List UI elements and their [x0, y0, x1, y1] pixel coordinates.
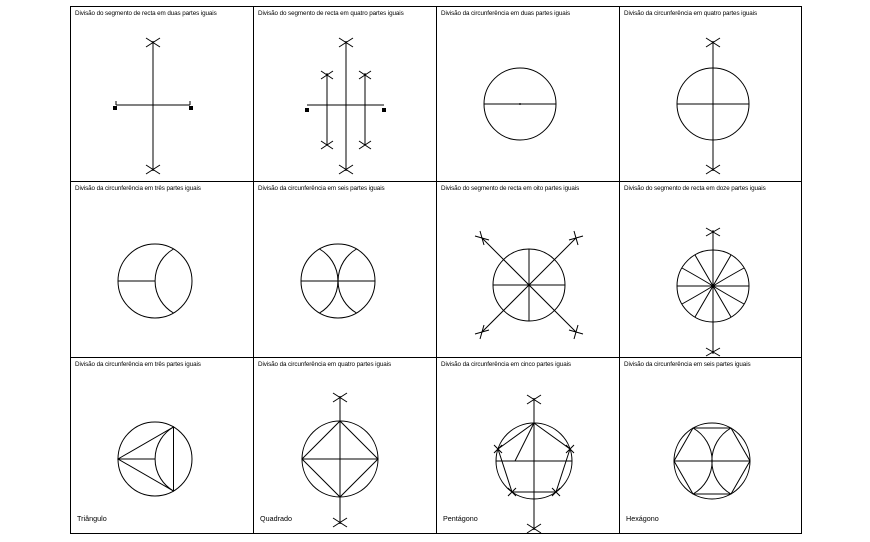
cell-circle-six-parts	[253, 181, 437, 358]
cell-title: Divisão da circunferência em quatro partes iguais	[624, 10, 758, 17]
cell-title: Divisão da circunferência em quatro partes iguais	[258, 361, 392, 368]
segment-bisection-figure	[71, 7, 255, 183]
square-construction-figure	[254, 358, 438, 535]
hexagon-construction-figure	[620, 358, 803, 535]
cell-title: Divisão da circunferência em duas partes iguais	[441, 10, 571, 17]
cell-caption: Triângulo	[77, 514, 107, 523]
cell-title: Divisão da circunferência em seis partes iguais	[258, 185, 385, 192]
cell-title: Divisão do segmento de recta em duas partes iguais	[75, 10, 217, 17]
cell-circle-eight-parts	[436, 181, 620, 358]
cell-caption: Quadrado	[260, 514, 292, 523]
cell-title: Divisão do segmento de recta em oito partes iguais	[441, 185, 580, 192]
circle-sixths-figure	[254, 182, 438, 359]
pentagon-construction-figure	[437, 358, 621, 535]
cell-caption: Hexágono	[626, 514, 659, 523]
cell-title: Divisão do segmento de recta em doze partes iguais	[624, 185, 766, 192]
cell-circle-twelve-parts	[619, 181, 802, 358]
cell-title: Divisão do segmento de recta em quatro partes iguais	[258, 10, 404, 17]
cell-caption: Pentágono	[443, 514, 478, 523]
cell-segment-two-parts	[70, 6, 254, 182]
drawing-sheet	[70, 6, 802, 534]
cell-circle-three-parts	[70, 181, 254, 358]
circle-eighths-figure	[437, 182, 621, 359]
segment-four-parts-figure	[254, 7, 438, 183]
cell-title: Divisão da circunferência em seis partes iguais	[624, 361, 751, 368]
cell-circle-two-parts	[436, 6, 620, 182]
circle-twelfths-figure	[620, 182, 803, 359]
cell-square	[253, 357, 437, 534]
circle-halves-figure	[437, 7, 621, 183]
cell-hexagon	[619, 357, 802, 534]
circle-quarters-figure	[620, 7, 803, 183]
cell-circle-four-parts	[619, 6, 802, 182]
cell-title: Divisão da circunferência em três partes iguais	[75, 361, 201, 368]
circle-thirds-figure	[71, 182, 255, 359]
cell-segment-four-parts	[253, 6, 437, 182]
cell-title: Divisão da circunferência em cinco partes iguais	[441, 361, 571, 368]
triangle-construction-figure	[71, 358, 255, 535]
cell-pentagon	[436, 357, 620, 534]
cell-title: Divisão da circunferência em três partes iguais	[75, 185, 201, 192]
cell-triangle	[70, 357, 254, 534]
